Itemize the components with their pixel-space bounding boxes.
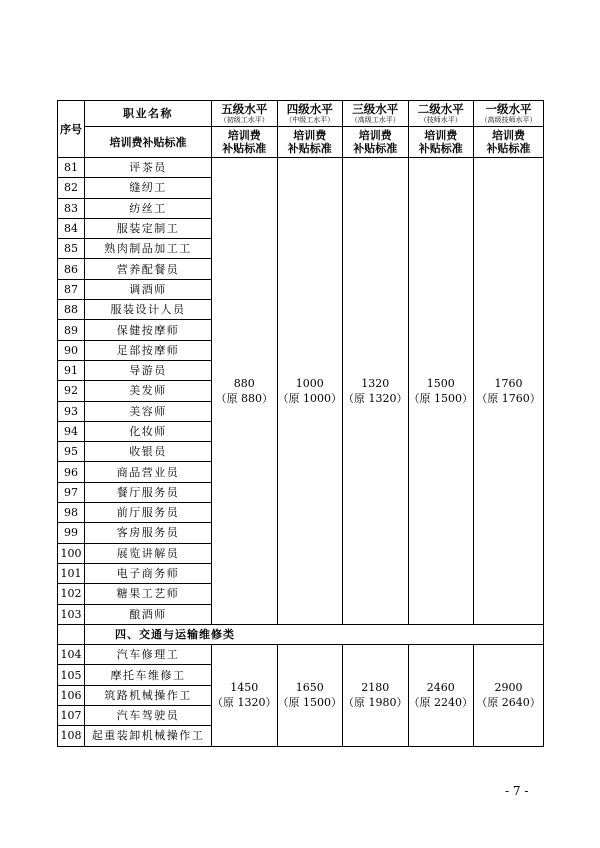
- row-seq: 88: [58, 300, 85, 320]
- row-seq: 84: [58, 218, 85, 238]
- row-occupation: 电子商务师: [85, 563, 212, 583]
- level-1-header: 一级水平 （高级技师水平）: [474, 101, 544, 127]
- row-seq: 91: [58, 360, 85, 380]
- subsidy-value: 1450: [230, 681, 259, 695]
- row-occupation: 糖果工艺师: [85, 584, 212, 604]
- subsidy-original: （原 2240）: [408, 696, 473, 710]
- subsidy-table: [57, 100, 544, 747]
- subsidy-original: （原 1760）: [476, 391, 541, 405]
- subsidy-amount-level-2: [408, 158, 474, 625]
- level-5-header: 五级水平 （初级工水平）: [212, 101, 278, 127]
- level-2-col-label: 培训费 补贴标准: [408, 127, 474, 158]
- row-seq: 81: [58, 158, 85, 178]
- row-occupation: 前厅服务员: [85, 503, 212, 523]
- row-occupation: 保健按摩师: [85, 320, 212, 340]
- row-occupation: 餐厅服务员: [85, 482, 212, 502]
- subsidy-amount-level-1: [474, 645, 544, 746]
- table-row: [58, 158, 544, 178]
- row-occupation: 商品营业员: [85, 462, 212, 482]
- row-occupation: 服装设计人员: [85, 300, 212, 320]
- level-3-col-label: 培训费 补贴标准: [343, 127, 409, 158]
- row-occupation: 服装定制工: [85, 218, 212, 238]
- row-occupation: 足部按摩师: [85, 340, 212, 360]
- subsidy-value: 1500: [426, 376, 455, 390]
- group2-rows: [58, 645, 544, 746]
- subsidy-value: 1650: [295, 681, 324, 695]
- row-seq: 99: [58, 523, 85, 543]
- row-seq: 85: [58, 239, 85, 259]
- row-seq: 108: [58, 726, 85, 746]
- subsidy-value: 2460: [426, 681, 455, 695]
- row-occupation: 缝纫工: [85, 178, 212, 198]
- subsidy-original: （原 1320）: [212, 696, 277, 710]
- row-occupation: 客房服务员: [85, 523, 212, 543]
- subsidy-amount-level-1: [474, 158, 544, 625]
- row-seq: 96: [58, 462, 85, 482]
- row-occupation: 导游员: [85, 360, 212, 380]
- row-seq: 94: [58, 421, 85, 441]
- subsidy-original: （原 1320）: [343, 391, 408, 405]
- row-seq: 102: [58, 584, 85, 604]
- subsidy-original: （原 1500）: [277, 696, 342, 710]
- page-number: - 7 -: [505, 784, 529, 798]
- row-occupation: 调酒师: [85, 279, 212, 299]
- subsidy-amount-level-3: [343, 645, 409, 746]
- row-occupation: 纺丝工: [85, 198, 212, 218]
- row-seq: 106: [58, 685, 85, 705]
- standard-header: 培训费补贴标准: [85, 127, 212, 158]
- row-occupation: 化妆师: [85, 421, 212, 441]
- row-occupation: 汽车驾驶员: [85, 706, 212, 726]
- row-occupation: 熟肉制品加工工: [85, 239, 212, 259]
- subsidy-original: （原 1980）: [343, 696, 408, 710]
- row-seq: 101: [58, 563, 85, 583]
- subsidy-original: （原 880）: [215, 391, 273, 405]
- row-occupation: 收银员: [85, 442, 212, 462]
- section-title: 四、交通与运输维修类: [85, 624, 544, 644]
- row-occupation: 筑路机械操作工: [85, 685, 212, 705]
- row-seq: 89: [58, 320, 85, 340]
- row-seq: 103: [58, 604, 85, 624]
- row-seq: 107: [58, 706, 85, 726]
- subsidy-value: 1000: [295, 376, 324, 390]
- row-seq: 93: [58, 401, 85, 421]
- subsidy-original: （原 1000）: [277, 391, 342, 405]
- subsidy-amount-level-4: [277, 645, 343, 746]
- row-occupation: 展览讲解员: [85, 543, 212, 563]
- seq-header: 序号: [58, 101, 85, 158]
- row-seq: 97: [58, 482, 85, 502]
- level-2-header: 二级水平 （技师水平）: [408, 101, 474, 127]
- subsidy-value: 2180: [361, 681, 390, 695]
- row-seq: 82: [58, 178, 85, 198]
- subsidy-amount-level-3: [343, 158, 409, 625]
- subsidy-value: 1760: [494, 376, 523, 390]
- level-5-col-label: 培训费 补贴标准: [212, 127, 278, 158]
- row-occupation: 酿酒师: [85, 604, 212, 624]
- row-seq: 98: [58, 503, 85, 523]
- row-seq: 92: [58, 381, 85, 401]
- occupation-header: 职业名称: [85, 101, 212, 127]
- row-occupation: 汽车修理工: [85, 645, 212, 665]
- subsidy-original: （原 2640）: [476, 696, 541, 710]
- row-seq: 86: [58, 259, 85, 279]
- level-1-col-label: 培训费 补贴标准: [474, 127, 544, 158]
- row-seq: 83: [58, 198, 85, 218]
- level-4-header: 四级水平 （中级工水平）: [277, 101, 343, 127]
- level-3-header: 三级水平 （高级工水平）: [343, 101, 409, 127]
- subsidy-amount-level-5: [212, 645, 278, 746]
- row-occupation: 评茶员: [85, 158, 212, 178]
- subsidy-amount-level-4: [277, 158, 343, 625]
- subsidy-value: 1320: [361, 376, 390, 390]
- row-seq: 105: [58, 665, 85, 685]
- subsidy-value: 880: [233, 376, 255, 390]
- row-occupation: 美容师: [85, 401, 212, 421]
- table-row: [58, 645, 544, 665]
- subsidy-amount-level-2: [408, 645, 474, 746]
- row-seq: 90: [58, 340, 85, 360]
- section-seq-blank: [58, 624, 85, 644]
- subsidy-value: 2900: [494, 681, 523, 695]
- subsidy-amount-level-5: [212, 158, 278, 625]
- row-occupation: 美发师: [85, 381, 212, 401]
- row-occupation: 起重装卸机械操作工: [85, 726, 212, 746]
- row-seq: 104: [58, 645, 85, 665]
- level-4-col-label: 培训费 补贴标准: [277, 127, 343, 158]
- row-occupation: 营养配餐员: [85, 259, 212, 279]
- group1-rows: [58, 158, 544, 625]
- subsidy-original: （原 1500）: [408, 391, 473, 405]
- row-occupation: 摩托车维修工: [85, 665, 212, 685]
- row-seq: 100: [58, 543, 85, 563]
- row-seq: 95: [58, 442, 85, 462]
- row-seq: 87: [58, 279, 85, 299]
